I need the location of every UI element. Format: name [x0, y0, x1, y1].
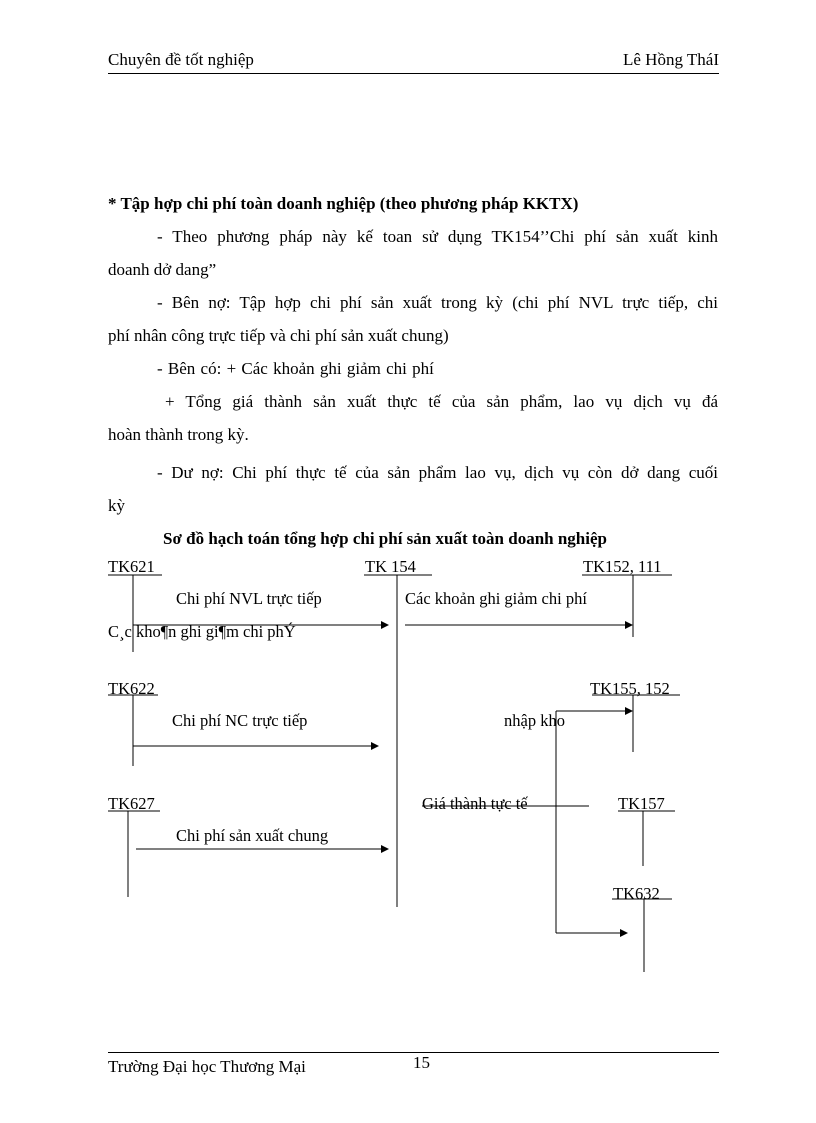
account-tk632: TK632 — [613, 884, 660, 903]
paragraph-4-line-1: + Tổng giá thành sản xuất thực tế của sản phẩm, lao vụ dịch vụ đá — [165, 392, 718, 411]
footer-school: Trường Đại học Thương Mại — [108, 1057, 306, 1076]
account-tk155-152: TK155, 152 — [590, 679, 670, 698]
account-tk154: TK 154 — [365, 557, 416, 576]
label-gia-thanh: Giá thành tực tế — [422, 794, 528, 813]
label-nc: Chi phí NC trực tiếp — [172, 711, 308, 730]
header-author: Lê Hồng TháI — [623, 50, 719, 69]
account-tk152-111: TK152, 111 — [583, 557, 662, 576]
paragraph-4-line-2: hoàn thành trong kỳ. — [108, 425, 249, 444]
paragraph-1-line-1: - Theo phương pháp này kế toan sử dụng TK154’’Chi phí sản xuất kinh — [157, 227, 718, 246]
paragraph-3: - Bên có: + Các khoản ghi giảm chi phí — [157, 359, 434, 378]
account-tk627: TK627 — [108, 794, 155, 813]
diagram-title: Sơ đồ hạch toán tổng hợp chi phí sản xuất toàn doanh nghiệp — [163, 529, 607, 548]
paragraph-5-line-1: - Dư nợ: Chi phí thực tế của sản phẩm lao vụ, dịch vụ còn dở dang cuối — [157, 463, 718, 482]
account-tk621: TK621 — [108, 557, 155, 576]
label-nhap-kho: nhập kho — [504, 711, 565, 730]
paragraph-2-line-2: phí nhân công trực tiếp và chi phí sản xuất chung) — [108, 326, 449, 345]
header-left-title: Chuyên đề tốt nghiệp — [108, 50, 254, 69]
page-number: 15 — [413, 1053, 430, 1072]
account-tk157: TK157 — [618, 794, 665, 813]
section-heading: * Tập hợp chi phí toàn doanh nghiệp (theo phương pháp KKTX) — [108, 194, 579, 213]
paragraph-1-line-2: doanh dở dang” — [108, 260, 217, 279]
label-sxc: Chi phí sản xuất chung — [176, 826, 329, 845]
label-nvl: Chi phí NVL trực tiếp — [176, 589, 322, 608]
paragraph-5-line-2: kỳ — [108, 496, 125, 515]
paragraph-2-line-1: - Bên nợ: Tập hợp chi phí sản xuất trong kỳ (chi phí NVL trực tiếp, chi — [157, 293, 718, 312]
label-ghi-giam: Các khoản ghi giảm chi phí — [405, 589, 587, 608]
account-tk622: TK622 — [108, 679, 155, 698]
label-garbled-ghi-giam: C¸c kho¶n ghi gi¶m chi phÝ — [108, 622, 296, 641]
